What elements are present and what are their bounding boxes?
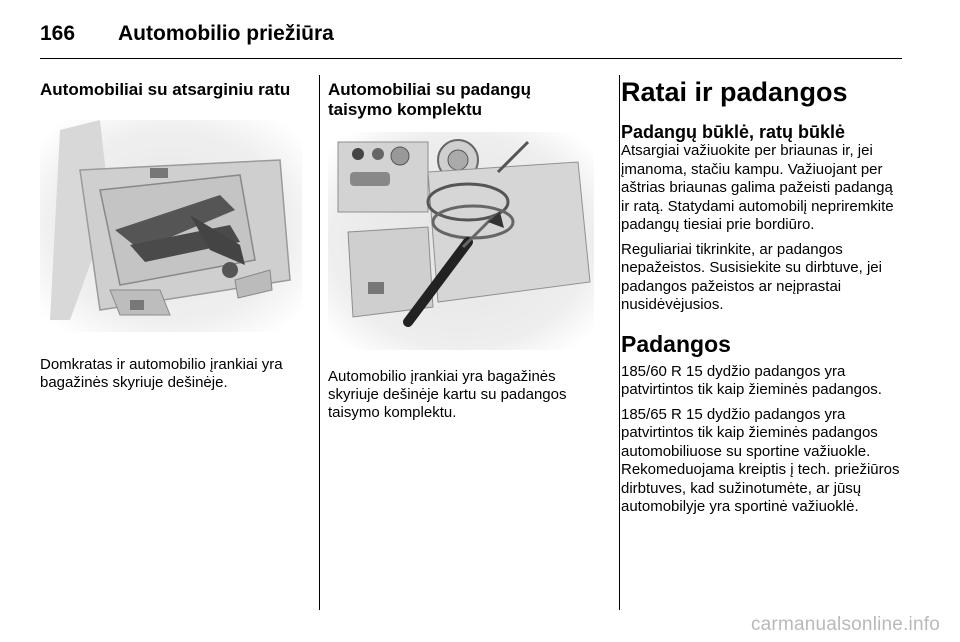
section-heading-repair-kit <box>328 80 598 120</box>
caption-repair-kit: Automobilio įrankiai yra bagažinės skyriuje dešinėje kartu su padangos taisymo komplektu. <box>328 368 567 421</box>
page-number: 166 <box>40 22 76 45</box>
paragraph-tyres-2: 185/65 R 15 dydžio padangos yra patvirtintos tik kaip žieminės padangos automobiliuose su sportine važiuokle. Rekomeduojama kreiptis į tech. priežiūros dirbtuves, kad sužinotumėte, ar jūsų automobilyje yra sportinė važiuoklė. <box>621 405 900 515</box>
paragraph-tyre-condition-2: Reguliariai tikrinkite, ar padangos nepažeistos. Susisiekite su dirbtuve, jei padangos pažeistos ar neįprastai nusidėvėjusios. <box>621 240 882 313</box>
section-heading-repair-kit-line2: taisymo komplektu <box>328 100 482 119</box>
column-wheels-and-tyres <box>621 76 905 517</box>
heading-tyres: Padangos <box>621 330 731 357</box>
section-heading-repair-kit-line1: Automobiliai su padangų <box>328 80 532 99</box>
section-title-wheels-and-tyres: Ratai ir padangos <box>621 77 848 107</box>
caption-jack-and-tools: Domkratas ir automobilio įrankiai yra bagažinės skyriuje dešinėje. <box>40 356 283 391</box>
watermark: carmanualsonline.info <box>750 614 940 635</box>
paragraph-tyres-1: 185/60 R 15 dydžio padangos yra patvirtintos tik kaip žieminės padangos. <box>621 362 882 398</box>
chapter-title: Automobilio priežiūra <box>118 22 334 45</box>
repair-kit-illustration <box>328 132 594 350</box>
column-divider-1 <box>319 75 320 610</box>
section-heading-spare-wheel: Automobiliai su atsarginiu ratu <box>40 80 291 99</box>
header-rule <box>40 58 902 59</box>
subheading-tyre-condition: Padangų būklė, ratų būklė <box>621 122 846 142</box>
figure-repair-kit <box>328 132 598 350</box>
paragraph-tyre-condition-1: Atsargiai važiuokite per briaunas ir, jei įmanoma, stačiu kampu. Važiuojant per aštrias briaunas galima pažeisti padangą ir ratą. Statydami automobilį nepriremkite padangų tiesiai prie bordiūro. <box>621 142 894 233</box>
figure-jack-and-tools <box>40 120 308 332</box>
jack-illustration <box>40 120 302 332</box>
column-divider-2 <box>619 75 620 610</box>
column-spare-wheel <box>40 80 308 392</box>
column-repair-kit <box>328 80 598 422</box>
